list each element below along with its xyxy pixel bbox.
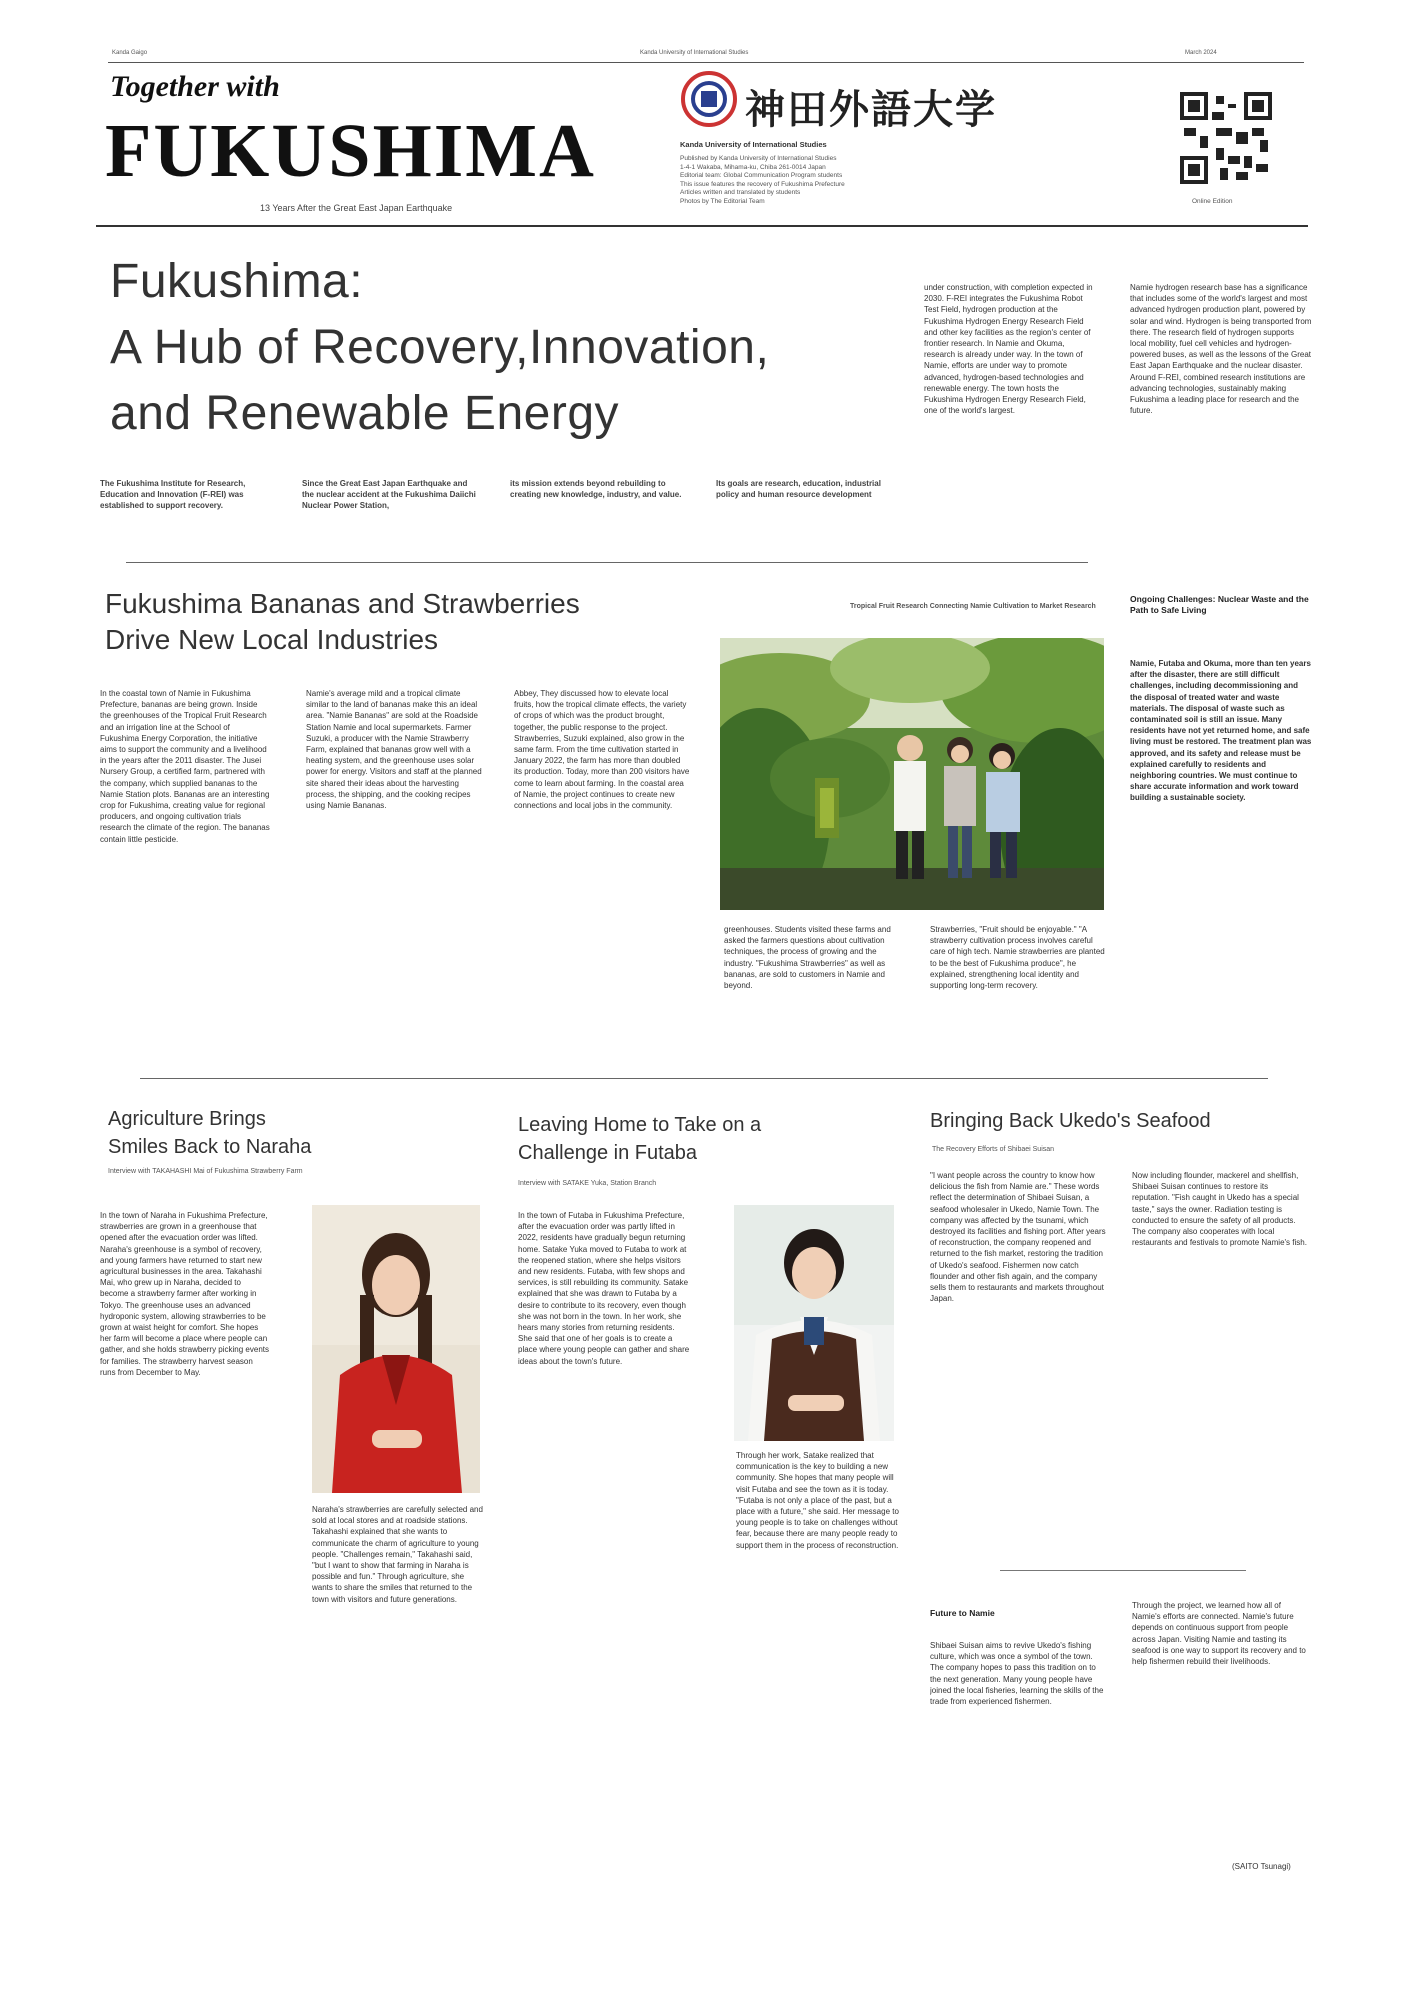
qr-label: Online Edition [1192, 198, 1233, 205]
bananas-col-3: Abbey, They discussed how to elevate local fruits, how the tropical climate effects, the variety of crops of which was the product brought, together, the public response to the project. Strawberries, Suzuki explained, also grow in the same farm. From the time cultivation started in January 2022, the farm has more than doubled its production. Today, more than 200 visitors have come to learn about farming. In the coastal area of Namie, the project continues to create new connections and local jobs in the community. [514, 689, 690, 811]
futaba-portrait-image [734, 1205, 894, 1441]
lead-side-subheading: Ongoing Challenges: Nuclear Waste and the Path to Safe Living [1130, 594, 1309, 615]
lead-title-line3: and Renewable Energy [110, 387, 620, 440]
university-name: 神田外語大学 [745, 87, 997, 132]
naraha-col-1: In the town of Naraha in Fukushima Prefecture, strawberries are grown in a greenhouse that opened after the evacuation order was lifted. Naraha's greenhouse is a symbol of recovery, and young farmers have returned to start new agricultural businesses in the area. Takahashi Mai, who grew up in Naraha, decided to become a strawberry farmer after working in Tokyo. The greenhouse uses an advanced hydroponic system, allowing strawberries to be grown at waist height for comfort. She hopes her farm will become a place where people can gather, and she holds strawberry picking events for families. The strawberry harvest season runs from December to May. [100, 1211, 269, 1377]
together-with-script: Together with [110, 70, 280, 103]
lead-side-col-2b: Namie, Futaba and Okuma, more than ten years after the disaster, there are still difficult challenges, including decommissioning and the disposal of treated water and waste materials. The disposal of waste such as contaminated soil is still an issue. Many residents have not yet returned home, and safe living must be restored. The treatment plan was approved, and its safety and release must be explained carefully to residents and neighboring countries. We must continue to share accurate information and work toward building a sustainable society. [1130, 659, 1312, 803]
lead-blurb-4: Its goals are research, education, industrial policy and human resource development [716, 479, 881, 500]
university-emblem-icon [680, 70, 738, 128]
naraha-portrait-image [312, 1205, 480, 1493]
futaba-title-line2: Challenge in Futaba [518, 1142, 698, 1164]
lead-title-line1: Fukushima: [110, 255, 364, 308]
info-line: Editorial team: Global Communication Program students [680, 172, 843, 180]
masthead-info-block [680, 155, 1120, 207]
naraha-title-line1: Agriculture Brings [108, 1108, 266, 1130]
ukedo-col-2: Now including flounder, mackerel and shellfish, Shibaei Suisan continues to restore its reputation. "Fish caught in Ukedo has a special taste," says the owner. Radiation testing is conducted to ensure the safety of all products. The company also cooperates with local restaurants and festivals to promote Namie's fish. [1132, 1171, 1307, 1248]
bananas-col-5: Strawberries, "Fruit should be enjoyable." "A strawberry cultivation process involves careful care of high tech. Namie strawberries are planted to be the best of Fukushima produce", he explained, strengthening local identity and supporting long-term recovery. [930, 925, 1105, 991]
futaba-portrait-photo [734, 1205, 894, 1441]
lead-title-line2: A Hub of Recovery,Innovation, [110, 321, 770, 374]
futaba-title-line1: Leaving Home to Take on a [518, 1114, 762, 1136]
qr-code-icon [1180, 92, 1272, 184]
info-line: Photos by The Editorial Team [680, 197, 765, 205]
bananas-title-line1: Fukushima Bananas and Strawberries [105, 588, 580, 619]
futaba-col-2: Through her work, Satake realized that communication is the key to building a new community. She hopes that many people will visit Futaba and see the town as it is today. "Futaba is not only a place of the past, but a place with a future," she said. Her message to young people is to take on challenges without fear, because there are many people ready to support them in the process of reconstruction. [736, 1451, 899, 1550]
masthead-rule [96, 225, 1308, 227]
bananas-title-line2: Drive New Local Industries [105, 624, 439, 655]
futaba-byline: Interview with SATAKE Yuka, Station Branch [518, 1180, 657, 1187]
lead-blurb-2: Since the Great East Japan Earthquake and the nuclear accident at the Fukushima Daiichi Nuclear Power Station, [302, 479, 476, 511]
ukedo-title: Bringing Back Ukedo's Seafood [930, 1110, 1211, 1132]
university-logo [680, 70, 738, 128]
info-line: Published by Kanda University of International Studies [680, 155, 837, 162]
futaba-col-1: In the town of Futaba in Fukushima Prefecture, after the evacuation order was partly lifted in 2022, residents have gradually begun returning home. Satake Yuka moved to Futaba to work at the reopened station, where she helps visitors and new residents. Futaba, with few shops and services, is still rebuilding its community. Satake explained that she was drawn to Futaba by a desire to contribute to its recovery, even though she was not born in the town. In her work, she hears many stories from returning residents. She said that one of her goals is to create a place where young people can gather and share ideas about the town's future. [518, 1211, 690, 1366]
middle-rule [140, 1078, 1268, 1079]
bananas-col-2: Namie's average mild and a tropical climate similar to the land of bananas make this an ideal area. "Namie Bananas" are sold at the Roadside Station Namie and local supermarkets. Farmer Suzuki, a producer with the Namie Strawberry Farm, explained that bananas grow well with a heating system, and the greenhouse uses solar power for energy. Visitors and staff at the planned site shared their ideas about the harvesting process, the shipping, and the cooking recipes using Namie Bananas. [306, 689, 482, 811]
naraha-col-2: Naraha's strawberries are carefully selected and sold at local stores and at roadside stations. Takahashi explained that she wants to communicate the charm of agriculture to young people. "Challenges remain," Takahashi said, "but I want to show that farming in Naraha is possible and fun." Through agriculture, she wants to share the smiles that returned to the town with visitors and future generations. [312, 1505, 483, 1604]
info-line: This issue features the recovery of Fukushima Prefecture [680, 180, 845, 188]
bananas-col-1: In the coastal town of Namie in Fukushima Prefecture, bananas are being grown. Inside the greenhouses of the Tropical Fruit Research and an irrigation line at the School of Fukushima Energy Corporation, the initiative aims to support the community and a livelihood in the years after the 2011 disaster. The Jusei Nursery Group, a certified farm, partnered with the company, which supplied bananas to the Namie Station plots. Bananas are an interesting crop for Fukushima, creating value for regional producers, and ongoing cultivation trials research the climate of the region. The bananas contain little pesticide. [100, 689, 270, 844]
banana-greenhouse-image [720, 638, 1104, 910]
info-line: 1-4-1 Wakaba, Mihama-ku, Chiba 261-0014 Japan [680, 163, 826, 171]
lead-rule [126, 562, 1088, 563]
university-english-name: Kanda University of International Studies [680, 140, 827, 149]
ukedo-subheading: Future to Namie [930, 1608, 995, 1618]
ukedo-col-3: Shibaei Suisan aims to revive Ukedo's fishing culture, which was once a symbol of the town. The company hopes to pass this tradition on to the next generation. Many young people have joined the local fisheries, learning the skills of the trade from experienced fishermen. [930, 1641, 1104, 1707]
lead-side-col-2: Namie hydrogen research base has a significance that includes some of the world's largest and most advanced hydrogen production plant, powered by solar and wind. Hydrogen is being transported from there. The research field of hydrogen supports local mobility, fuel cell vehicles and hydrogen-powered buses, as well as the lessons of the Great East Japan Earthquake and the nuclear disaster. Around F-REI, combined research institutions are advancing technologies, sustainably making Fukushima a leading place for research and the future. [1130, 283, 1312, 416]
ukedo-col-4: Through the project, we learned how all of Namie's efforts are connected. Namie's future depends on continuous support from people across Japan. Visiting Namie and tasting its seafood is one way to support its recovery and to help fishermen rebuild their livelihoods. [1132, 1601, 1306, 1667]
bananas-col-4: greenhouses. Students visited these farms and asked the farmers questions about cultivation techniques, the process of growing and the industry. "Fukushima Strawberries" as well as bananas, are sold to customers in Namie and beyond. [724, 925, 891, 991]
top-left-text: Kanda Gaigo [112, 50, 148, 56]
naraha-title-line2: Smiles Back to Naraha [108, 1136, 312, 1158]
top-right-text: March 2024 [1185, 50, 1217, 56]
ukedo-byline: The Recovery Efforts of Shibaei Suisan [932, 1146, 1055, 1153]
naraha-portrait-photo [312, 1205, 480, 1493]
lead-blurb-3: its mission extends beyond rebuilding to creating new knowledge, industry, and value. [510, 479, 682, 500]
fukushima-masthead: FUKUSHIMA [105, 109, 596, 193]
masthead-tagline: 13 Years After the Great East Japan Earthquake [260, 203, 453, 213]
top-rule [108, 62, 1304, 63]
naraha-byline: Interview with TAKAHASHI Mai of Fukushima Strawberry Farm [108, 1168, 303, 1175]
info-line: Articles written and translated by students [680, 189, 801, 197]
top-center-text: Kanda University of International Studies [640, 50, 749, 56]
ukedo-signature: (SAITO Tsunagi) [1232, 1862, 1291, 1871]
bananas-byline: Tropical Fruit Research Connecting Namie Cultivation to Market Research [850, 603, 1096, 610]
ukedo-col-1: "I want people across the country to know how delicious the fish from Namie are." These words reflect the determination of Shibaei Suisan, a seafood wholesaler in Ukedo, Namie Town. The company was affected by the tsunami, which destroyed its facilities and fishing port. After years of reconstruction, the company reopened and returned to the fish market, restoring the tradition of Ukedo's seafood. Fishermen now catch flounder and other fish again, and the company sells them to restaurants and markets throughout Japan. [930, 1171, 1106, 1304]
ukedo-rule [1000, 1570, 1246, 1571]
lead-blurb-1: The Fukushima Institute for Research, Education and Innovation (F-REI) was established to support recovery. [100, 479, 246, 511]
banana-greenhouse-photo [720, 638, 1104, 910]
qr-code[interactable] [1180, 92, 1272, 184]
lead-side-col-1: under construction, with completion expected in 2030. F-REI integrates the Fukushima Robot Test Field, hydrogen production at the Fukushima Hydrogen Energy Research Field and other key facilities as the region's center of frontier research. In Namie and Okuma, research is already under way. In the town of Namie, efforts are under way to promote advanced, hydrogen-based technologies and renewable energy. The town hosts the Fukushima Hydrogen Energy Research Field, one of the world's largest. [924, 283, 1093, 416]
